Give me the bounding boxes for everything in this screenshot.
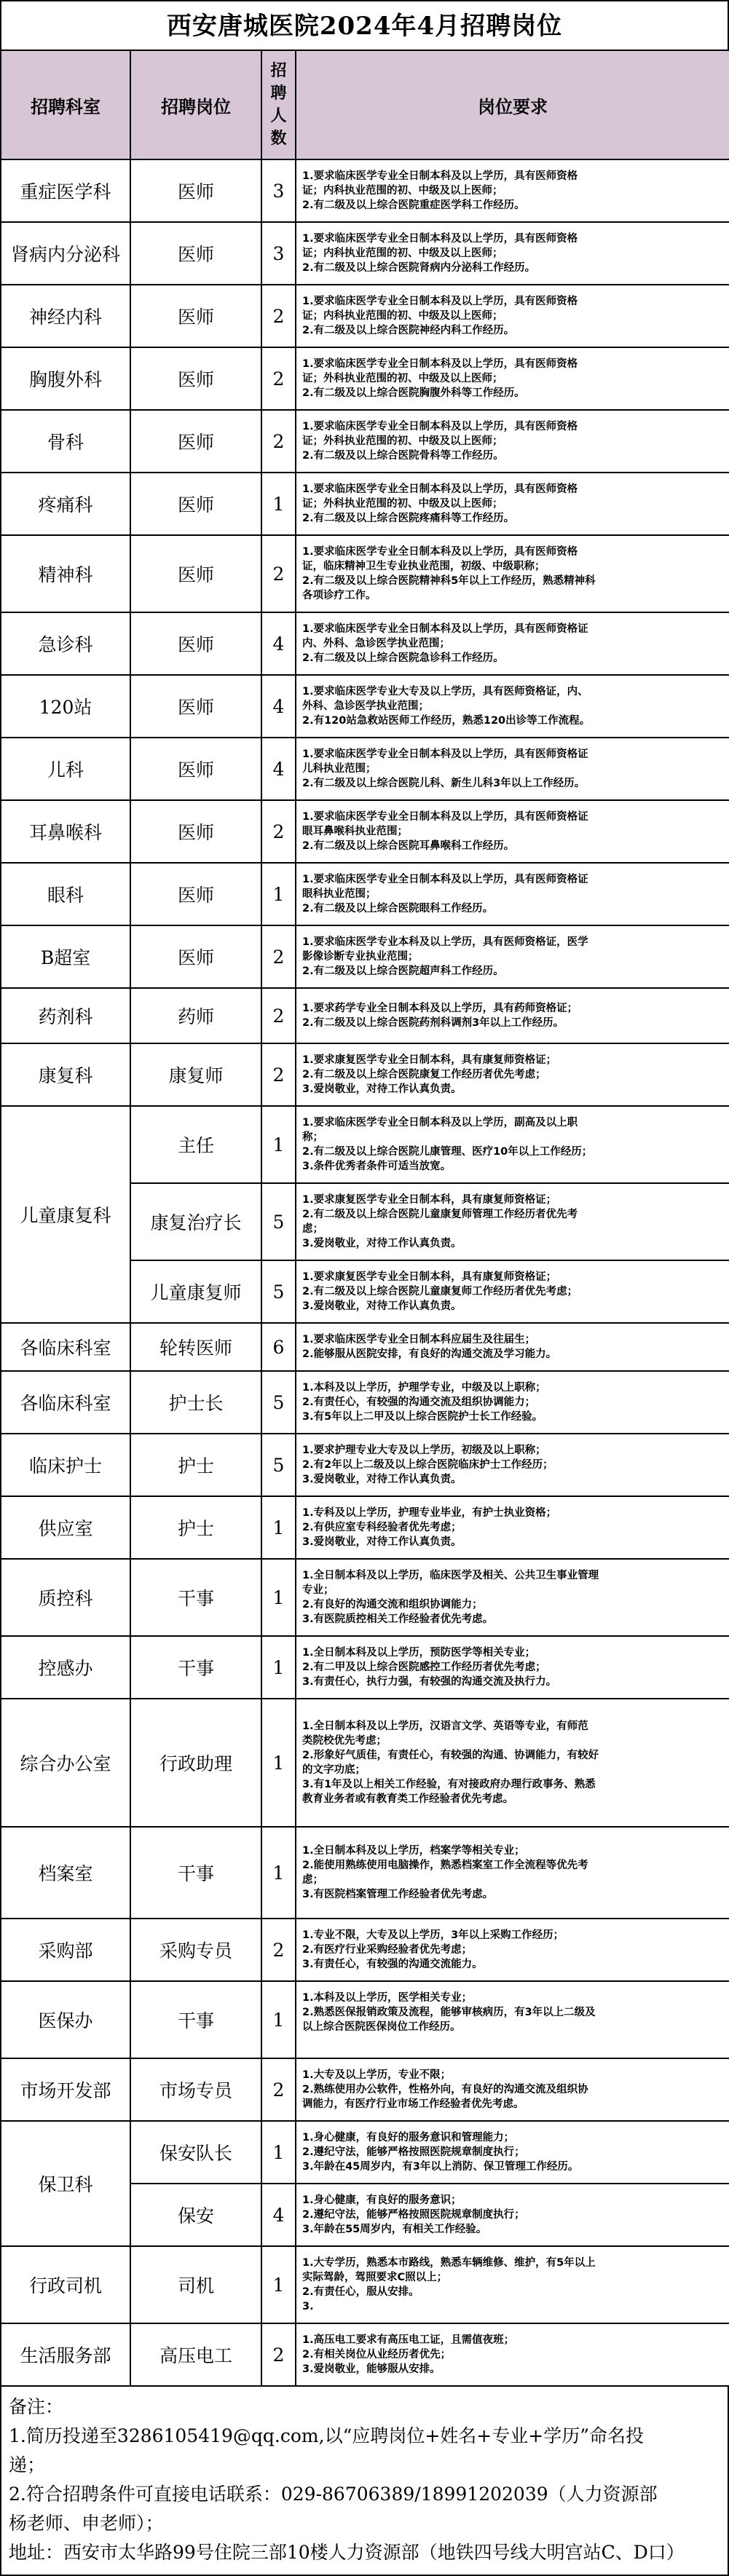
requirement-line: 3.爱岗敬业，对待工作认真负责。 — [302, 1238, 462, 1249]
table-row — [1, 1496, 729, 1559]
requirement-line: 2.有医疗行业采购经验者优先考虑； — [302, 1944, 473, 1956]
count-cell: 1 — [261, 1496, 296, 1559]
position-cell: 司机 — [130, 2246, 261, 2323]
table-row — [1, 473, 729, 535]
requirement-line: 1.要求临床医学专业全日制本科及以上学历，具有医师资格证 — [302, 874, 588, 885]
requirement-line: 3.条件优秀者条件可适当放宽。 — [302, 1161, 452, 1172]
requirement-line: 教育业务者或有教育类工作经验者优先考虑。 — [302, 1793, 513, 1805]
requirement-line: 2.有二级及以上综合医院康复工作经历者优先考虑； — [302, 1069, 546, 1080]
department-cell: 肾病内分泌科 — [1, 222, 130, 285]
count-cell: 2 — [261, 2323, 296, 2386]
requirement-line: 1.全日制本科及以上学历，预防医学等相关专业； — [302, 1647, 536, 1659]
table-row — [1, 347, 729, 410]
count-cell: 1 — [261, 2121, 296, 2184]
table-row — [1, 800, 729, 863]
table-row — [1, 535, 729, 612]
department-cell: 市场开发部 — [1, 2058, 130, 2121]
count-cell: 2 — [261, 1919, 296, 1981]
requirement-line: 证；内科执业范围的初、中级及以上医师； — [302, 185, 503, 197]
requirements-cell — [296, 988, 729, 1043]
requirement-line: 2.有供应室专科经验者优先考虑； — [302, 1522, 462, 1533]
department-cell: 保卫科 — [1, 2121, 130, 2246]
requirements-cell — [296, 1496, 729, 1559]
requirements-cell — [296, 1260, 729, 1323]
position-cell: 保安 — [130, 2184, 261, 2246]
count-cell: 2 — [261, 800, 296, 863]
requirements-cell — [296, 1106, 729, 1183]
requirements-cell — [296, 863, 729, 925]
count-cell: 1 — [261, 863, 296, 925]
table-row — [1, 1043, 729, 1106]
requirement-line: 2.有二级及以上综合医院肾病内分泌科工作经历。 — [302, 262, 536, 274]
requirement-line: 2.有二级及以上综合医院疼痛科等工作经历。 — [302, 513, 515, 524]
requirements-cell — [296, 473, 729, 535]
count-cell: 6 — [261, 1323, 296, 1371]
count-cell: 1 — [261, 2246, 296, 2323]
requirements-cell — [296, 535, 729, 612]
requirement-line: 1.要求临床医学专业全日制本科及以上学历，具有医师资格 — [302, 546, 578, 558]
department-cell: 眼科 — [1, 863, 130, 925]
requirement-line: 2.有良好的沟通交流和组织协调能力； — [302, 1599, 483, 1611]
requirement-line: 影像诊断专业执业范围； — [302, 951, 419, 963]
table-row — [1, 1981, 729, 2058]
notes-line: 杨老师、申老师）； — [9, 2513, 164, 2534]
position-cell: 护士 — [130, 1496, 261, 1559]
department-cell: 临床护士 — [1, 1434, 130, 1496]
table-row — [1, 222, 729, 285]
count-cell: 3 — [261, 222, 296, 285]
requirement-line: 1.要求临床医学专业全日制本科应届生及往届生； — [302, 1334, 536, 1346]
position-cell: 采购专员 — [130, 1919, 261, 1981]
count-cell: 2 — [261, 535, 296, 612]
requirement-line: 3. — [302, 2301, 314, 2312]
department-cell: 康复科 — [1, 1043, 130, 1106]
department-cell: 急诊科 — [1, 612, 130, 675]
department-cell: 各临床科室 — [1, 1371, 130, 1434]
requirement-line: 称； — [302, 1131, 323, 1143]
notes-section — [0, 2387, 729, 2576]
count-cell: 2 — [261, 925, 296, 988]
requirement-line: 各项诊疗工作。 — [302, 590, 377, 601]
requirement-line — [302, 2034, 725, 2049]
requirement-line: 2.遵纪守法，能够严格按照医院规章制度执行； — [302, 2209, 525, 2221]
department-cell: 疼痛科 — [1, 473, 130, 535]
notes-line: 1.简历投递至3286105419@qq.com,以“应聘岗位+姓名+专业+学历”命名投 — [9, 2425, 644, 2446]
position-cell: 干事 — [130, 1636, 261, 1699]
position-cell: 高压电工 — [130, 2323, 261, 2386]
requirement-line: 1.要求临床医学专业全日制本科及以上学历，具有医师资格 — [302, 296, 578, 307]
jobs-table — [0, 50, 729, 2387]
requirement-line: 3.爱岗敬业，对待工作认真负责。 — [302, 1300, 462, 1312]
requirement-line: 3.有责任心，有较强的沟通交流能力。 — [302, 1959, 483, 1970]
requirement-line: 2.有二级及以上综合医院超声科工作经历。 — [302, 965, 504, 977]
position-cell: 儿童康复师 — [130, 1260, 261, 1323]
department-cell: 精神科 — [1, 535, 130, 612]
requirement-line: 1.专科及以上学历，护理专业毕业，有护士执业资格； — [302, 1507, 557, 1519]
requirements-cell — [296, 2058, 729, 2121]
table-row — [1, 1434, 729, 1496]
table-row — [1, 2121, 729, 2184]
requirements-cell — [296, 1919, 729, 1981]
header-requirements: 岗位要求 — [296, 50, 729, 159]
table-row — [1, 612, 729, 675]
requirement-line: 3.有1年及以上相关工作经验，有对接政府办理行政事务、熟悉 — [302, 1779, 596, 1790]
department-cell: 儿童康复科 — [1, 1106, 130, 1323]
requirement-line: 1.要求临床医学专业全日制本科及以上学历，具有医师资格 — [302, 233, 578, 245]
requirement-line: 1.全日制本科及以上学历，临床医学及相关、公共卫生事业管理 — [302, 1570, 599, 1581]
position-cell: 干事 — [130, 1827, 261, 1919]
notes-heading: 备注： — [9, 2396, 64, 2417]
requirement-line: 类院校优先考虑； — [302, 1735, 387, 1747]
position-cell: 医师 — [130, 612, 261, 675]
requirements-cell — [296, 738, 729, 800]
requirement-line: 3.有5年以上二甲及以上综合医院护士长工作经验。 — [302, 1411, 543, 1423]
requirement-line: 1.要求临床医学专业全日制本科及以上学历，具有医师资格 — [302, 421, 578, 432]
department-cell: 各临床科室 — [1, 1323, 130, 1371]
table-row — [1, 1106, 729, 1183]
position-cell: 医师 — [130, 738, 261, 800]
requirement-line: 2.有二级及以上综合医院急诊科工作经历。 — [302, 652, 504, 664]
position-cell: 主任 — [130, 1106, 261, 1183]
table-row — [1, 738, 729, 800]
requirement-line: 2.能够服从医院安排，有良好的沟通交流及学习能力。 — [302, 1348, 557, 1360]
requirement-line: 虑； — [302, 1223, 323, 1235]
requirement-line: 1.身心健康，有良好的服务意识； — [302, 2194, 462, 2206]
requirement-line: 1.要求临床医学专业本科及以上学历，具有医师资格证，医学 — [302, 936, 588, 948]
header-count: 招 聘 人 数 — [261, 50, 296, 159]
requirement-line: 3.有医院质控相关工作经验者优先考虑。 — [302, 1613, 494, 1625]
requirements-cell — [296, 1699, 729, 1827]
requirement-line: 1.本科及以上学历，护理学专业，中级及以上职称； — [302, 1382, 546, 1394]
requirement-line: 1.要求康复医学专业全日制本科，具有康复师资格证； — [302, 1271, 557, 1283]
department-cell: 控感办 — [1, 1636, 130, 1699]
requirement-line: 调能力，有医疗行业市场工作经验者优先考虑。 — [302, 2098, 524, 2110]
table-row — [1, 675, 729, 738]
requirement-line: 3.爱岗敬业，能够服从安排。 — [302, 2363, 441, 2375]
position-cell: 医师 — [130, 675, 261, 738]
requirement-line: 的文字功底； — [302, 1764, 366, 1776]
table-row — [1, 863, 729, 925]
department-cell: 药剂科 — [1, 988, 130, 1043]
position-cell: 市场专员 — [130, 2058, 261, 2121]
position-cell: 护士长 — [130, 1371, 261, 1434]
requirement-line: 1.要求临床医学专业全日制本科及以上学历，副高及以上职 — [302, 1117, 578, 1129]
requirements-cell — [296, 1323, 729, 1371]
requirements-cell — [296, 222, 729, 285]
notes-line: 递； — [9, 2454, 46, 2476]
count-cell: 4 — [261, 2184, 296, 2246]
table-row — [1, 2323, 729, 2386]
table-row — [1, 1323, 729, 1371]
department-cell: 骨科 — [1, 410, 130, 473]
position-cell: 医师 — [130, 800, 261, 863]
requirement-line: 1.本科及以上学历，医学相关专业； — [302, 1992, 473, 2004]
count-cell: 1 — [261, 1699, 296, 1827]
table-row — [1, 1919, 729, 1981]
requirement-line: 2.形象好气质佳，有责任心，有较强的沟通、协调能力，有较好 — [302, 1750, 599, 1761]
requirements-cell — [296, 2121, 729, 2184]
count-cell: 5 — [261, 1183, 296, 1260]
requirement-line: 2.有120站急救站医师工作经历，熟悉120出诊等工作流程。 — [302, 715, 591, 727]
requirement-line: 1.要求临床医学专业全日制本科及以上学历，具有医师资格证 — [302, 623, 588, 635]
department-cell: 档案室 — [1, 1827, 130, 1919]
requirement-line: 2.有二级及以上综合医院眼科工作经历。 — [302, 903, 494, 914]
requirement-line: 1.全日制本科及以上学历，汉语言文学、英语等专业，有师范 — [302, 1720, 588, 1732]
requirements-cell — [296, 1827, 729, 1919]
requirement-line: 3.有责任心，执行力强，有较强的沟通交流及执行力。 — [302, 1676, 557, 1688]
requirements-cell — [296, 800, 729, 863]
department-cell: 医保办 — [1, 1981, 130, 2058]
count-cell: 2 — [261, 1043, 296, 1106]
requirement-line: 1.大专及以上学历，专业不限； — [302, 2069, 452, 2081]
position-cell: 药师 — [130, 988, 261, 1043]
count-cell: 1 — [261, 1981, 296, 2058]
count-cell: 4 — [261, 738, 296, 800]
requirements-cell — [296, 2246, 729, 2323]
requirements-cell — [296, 2184, 729, 2246]
requirements-cell — [296, 1183, 729, 1260]
table-row — [1, 159, 729, 222]
requirements-cell — [296, 347, 729, 410]
requirement-line: 2.遵纪守法，能够严格按照医院规章制度执行； — [302, 2146, 525, 2158]
department-cell: 行政司机 — [1, 2246, 130, 2323]
position-cell: 保安队长 — [130, 2121, 261, 2184]
requirements-cell — [296, 1043, 729, 1106]
requirement-line: 1.要求药学专业全日制本科及以上学历，具有药师资格证； — [302, 1003, 578, 1014]
requirement-line: 2.有二级及以上综合医院耳鼻喉科工作经历。 — [302, 840, 515, 852]
requirement-line: 证；外科执业范围的初、中级及以上医师； — [302, 435, 503, 447]
table-row — [1, 1699, 729, 1827]
requirements-cell — [296, 612, 729, 675]
count-cell: 1 — [261, 1559, 296, 1636]
requirement-line: 1.要求康复医学专业全日制本科，具有康复师资格证； — [302, 1054, 557, 1066]
requirement-line: 2.有二级及以上综合医院精神科5年以上工作经历，熟悉精神科 — [302, 575, 596, 587]
table-row — [1, 1827, 729, 1919]
requirement-line: 专业； — [302, 1584, 334, 1596]
requirement-line: 内、外科、急诊医学执业范围； — [302, 638, 450, 649]
requirement-line: 2.有二级及以上综合医院儿童康复师管理工作经历者优先考 — [302, 1209, 578, 1220]
department-cell: 儿科 — [1, 738, 130, 800]
jobs-body — [1, 159, 729, 2386]
requirement-line: 2.有二甲及以上综合医院感控工作经历者优先考虑； — [302, 1662, 546, 1673]
count-cell: 1 — [261, 1106, 296, 1183]
department-cell: 120站 — [1, 675, 130, 738]
requirements-cell — [296, 1559, 729, 1636]
requirement-line: 3.年龄在45周岁内，有3年以上消防、保卫管理工作经历。 — [302, 2161, 579, 2173]
count-cell: 2 — [261, 410, 296, 473]
requirements-cell — [296, 1371, 729, 1434]
count-cell: 2 — [261, 2058, 296, 2121]
table-row — [1, 988, 729, 1043]
requirement-line: 1.要求临床医学专业大专及以上学历，具有医师资格证，内、 — [302, 686, 588, 698]
table-header-row — [1, 50, 729, 159]
requirement-line: 眼科执业范围； — [302, 888, 377, 900]
requirement-line: 2.能使用熟练使用电脑操作，熟悉档案室工作全流程等优先考 — [302, 1860, 588, 1871]
count-cell: 2 — [261, 285, 296, 347]
count-cell: 3 — [261, 159, 296, 222]
requirement-line: 2.有二级及以上综合医院神经内科工作经历。 — [302, 325, 515, 336]
requirement-line: 3.爱岗敬业，对待工作认真负责。 — [302, 1474, 462, 1485]
requirements-cell — [296, 2323, 729, 2386]
position-cell: 医师 — [130, 863, 261, 925]
requirement-line: 实际驾龄，驾照要求C照以上； — [302, 2272, 448, 2283]
requirement-line: 3.年龄在55周岁内，有相关工作经验。 — [302, 2224, 487, 2235]
page-title: 西安唐城医院2024年4月招聘岗位 — [0, 0, 729, 50]
requirement-line: 2.有二级及以上综合医院儿科、新生儿科3年以上工作经历。 — [302, 778, 586, 789]
requirement-line: 证；内科执业范围的初、中级及以上医师； — [302, 248, 503, 259]
requirement-line: 2.有二级及以上综合医院药剂科调剂3年以上工作经历。 — [302, 1017, 564, 1029]
department-cell: 耳鼻喉科 — [1, 800, 130, 863]
requirement-line: 1.要求护理专业大专及以上学历，初级及以上职称； — [302, 1445, 546, 1456]
department-cell: 生活服务部 — [1, 2323, 130, 2386]
count-cell: 5 — [261, 1260, 296, 1323]
position-cell: 医师 — [130, 535, 261, 612]
requirement-line: 1.身心健康，有良好的服务意识和管理能力； — [302, 2132, 515, 2144]
table-row — [1, 2246, 729, 2323]
requirements-cell — [296, 675, 729, 738]
count-cell: 5 — [261, 1371, 296, 1434]
requirement-line: 证；外科执业范围的初、中级及以上医师； — [302, 498, 503, 510]
requirement-line: 2.有责任心，服从安排。 — [302, 2286, 419, 2298]
table-row — [1, 410, 729, 473]
requirement-line: 以上综合医院医保岗位工作经历。 — [302, 2021, 461, 2033]
notes-line: 2.符合招聘条件可直接电话联系：029-86706389/18991202039（人力资源部 — [9, 2484, 658, 2505]
department-cell: 神经内科 — [1, 285, 130, 347]
requirements-cell — [296, 925, 729, 988]
requirement-line: 虑； — [302, 1874, 323, 1886]
requirements-cell — [296, 159, 729, 222]
count-cell: 1 — [261, 1636, 296, 1699]
position-cell: 医师 — [130, 285, 261, 347]
department-cell: 重症医学科 — [1, 159, 130, 222]
position-cell: 医师 — [130, 925, 261, 988]
requirement-line: 2.有2年以上二级及以上综合医院临床护士工作经历； — [302, 1459, 553, 1471]
requirements-cell — [296, 1981, 729, 2058]
position-cell: 干事 — [130, 1981, 261, 2058]
requirement-line: 证；外科执业范围的初、中级及以上医师； — [302, 373, 503, 384]
requirement-line: 3.爱岗敬业，对待工作认真负责。 — [302, 1083, 462, 1095]
requirements-cell — [296, 410, 729, 473]
requirement-line: 2.有二级及以上综合医院重症医学科工作经历。 — [302, 199, 525, 211]
requirement-line: 3.有医院档案管理工作经验者优先考虑。 — [302, 1889, 494, 1900]
requirements-cell — [296, 285, 729, 347]
header-department: 招聘科室 — [1, 50, 130, 159]
position-cell: 康复师 — [130, 1043, 261, 1106]
department-cell: 供应室 — [1, 1496, 130, 1559]
department-cell: B超室 — [1, 925, 130, 988]
requirement-line: 1.大专学历，熟悉本市路线，熟悉车辆维修、维护，有5年以上 — [302, 2257, 596, 2269]
position-cell: 护士 — [130, 1434, 261, 1496]
department-cell: 采购部 — [1, 1919, 130, 1981]
count-cell: 2 — [261, 347, 296, 410]
table-row — [1, 2058, 729, 2121]
position-cell: 康复治疗长 — [130, 1183, 261, 1260]
header-position: 招聘岗位 — [130, 50, 261, 159]
position-cell: 干事 — [130, 1559, 261, 1636]
requirement-line: 2.有相关岗位从业经历者优先； — [302, 2349, 452, 2360]
table-row — [1, 285, 729, 347]
position-cell: 医师 — [130, 347, 261, 410]
position-cell: 医师 — [130, 159, 261, 222]
requirement-line: 2.有二级及以上综合医院儿童康复师工作经历者优先考虑； — [302, 1286, 578, 1297]
requirement-line: 儿科执业范围； — [302, 763, 377, 775]
requirement-line: 1.要求临床医学专业全日制本科及以上学历，具有医师资格 — [302, 170, 578, 182]
requirement-line: 证，临床精神卫生专业执业范围，初级、中级职称； — [302, 561, 545, 572]
requirement-line: 2.熟练使用办公软件，性格外向，有良好的沟通交流及组织协 — [302, 2084, 588, 2095]
department-cell: 综合办公室 — [1, 1699, 130, 1827]
requirement-line: 1.要求临床医学专业全日制本科及以上学历，具有医师资格 — [302, 358, 578, 370]
position-cell: 轮转医师 — [130, 1323, 261, 1371]
requirement-line: 2.有二级及以上综合医院骨科等工作经历。 — [302, 450, 504, 462]
position-cell: 行政助理 — [130, 1699, 261, 1827]
requirement-line: 2.有二级及以上综合医院胸腹外科等工作经历。 — [302, 387, 525, 399]
count-cell: 1 — [261, 473, 296, 535]
position-cell: 医师 — [130, 410, 261, 473]
count-cell: 5 — [261, 1434, 296, 1496]
requirement-line: 1.要求康复医学专业全日制本科，具有康复师资格证； — [302, 1194, 557, 1206]
count-cell: 1 — [261, 1827, 296, 1919]
requirement-line: 3.爱岗敬业，对待工作认真负责。 — [302, 1536, 462, 1548]
requirement-line: 1.高压电工要求有高压电工证，且需值夜班； — [302, 2334, 515, 2346]
count-cell: 4 — [261, 675, 296, 738]
requirement-line: 1.要求临床医学专业全日制本科及以上学历，具有医师资格证 — [302, 748, 588, 760]
table-row — [1, 925, 729, 988]
requirement-line: 2.有二级及以上综合医院儿康管理、医疗10年以上工作经历； — [302, 1146, 593, 1158]
requirement-line: 证；内科执业范围的初、中级及以上医师； — [302, 310, 503, 322]
department-cell: 质控科 — [1, 1559, 130, 1636]
requirement-line: 1.全日制本科及以上学历，档案学等相关专业； — [302, 1845, 525, 1857]
requirement-line: 1.专业不限，大专及以上学历，3年以上采购工作经历； — [302, 1929, 564, 1941]
requirement-line: 2.有责任心，有较强的沟通交流及组织协调能力； — [302, 1396, 536, 1408]
requirements-cell — [296, 1636, 729, 1699]
requirements-cell — [296, 1434, 729, 1496]
count-cell: 2 — [261, 988, 296, 1043]
notes-line: 地址：西安市太华路99号住院三部10楼人力资源部（地铁四号线大明宫站C、D口） — [9, 2542, 685, 2563]
table-row — [1, 1371, 729, 1434]
table-row — [1, 1636, 729, 1699]
requirement-line: 1.要求临床医学专业全日制本科及以上学历，具有医师资格证 — [302, 811, 588, 823]
count-cell: 4 — [261, 612, 296, 675]
table-row — [1, 1559, 729, 1636]
department-cell: 胸腹外科 — [1, 347, 130, 410]
requirement-line: 1.要求临床医学专业全日制本科及以上学历，具有医师资格 — [302, 483, 578, 495]
requirement-line: 外科、急诊医学执业范围； — [302, 700, 429, 712]
requirement-line: 眼耳鼻喉科执业范围； — [302, 826, 408, 837]
requirement-line: 2.熟悉医保报销政策及流程，能够审核病历，有3年以上二级及 — [302, 2007, 596, 2018]
position-cell: 医师 — [130, 473, 261, 535]
position-cell: 医师 — [130, 222, 261, 285]
